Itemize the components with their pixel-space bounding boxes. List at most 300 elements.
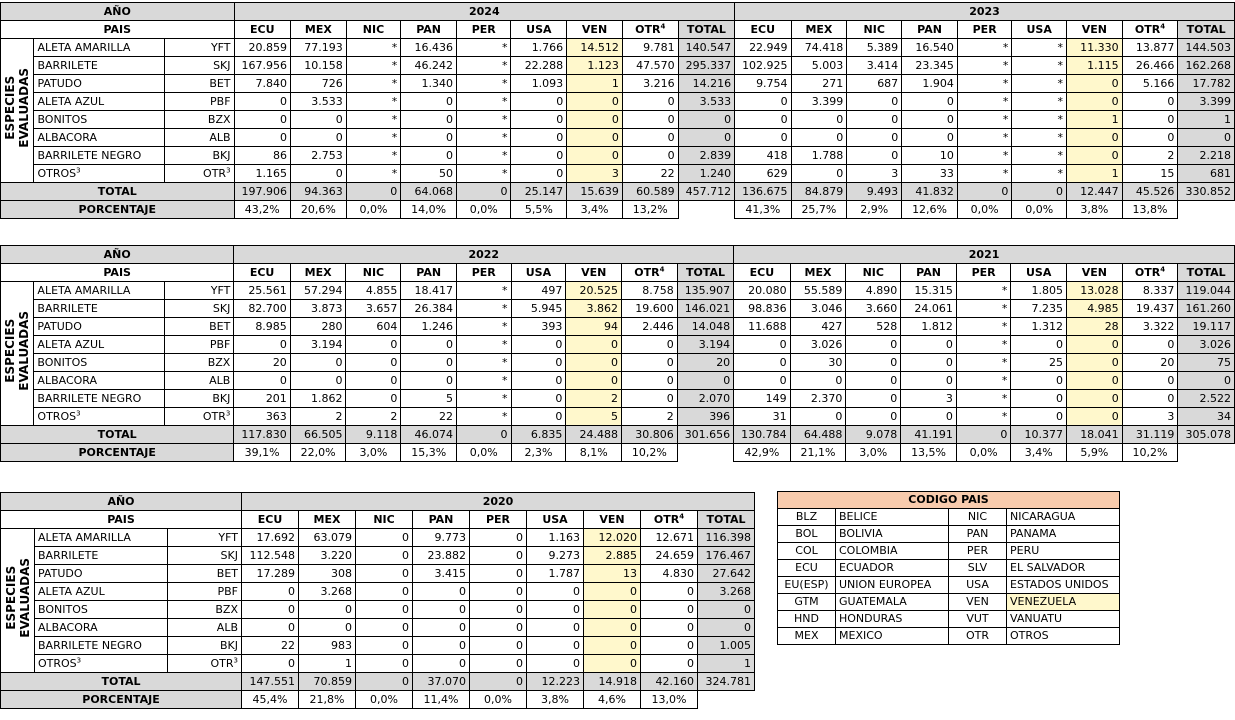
table-row [1,655,755,673]
percent-value: 13,2% [622,201,678,219]
cell-value: 0 [901,336,957,354]
species-code: PBF [168,583,242,601]
total-value: 64.488 [790,426,846,444]
cell-value: 0 [299,619,356,637]
total-value: 37.070 [413,673,470,691]
cell-value: 13.877 [1122,39,1178,57]
country-col-pan: PAN [401,21,457,39]
species-code: BZX [168,601,242,619]
cell-value: 33 [902,165,958,183]
cell-value: 308 [299,565,356,583]
row-total: 116.398 [698,529,755,547]
row-total: 2.522 [1178,390,1235,408]
year-title: 2022 [234,246,734,264]
cell-value: * [957,93,1012,111]
table-row [1,354,1235,372]
cell-value: 5 [566,408,622,426]
cell-value: 0 [846,408,901,426]
country-col-usa: USA [511,21,567,39]
cell-value: 30 [790,354,846,372]
cell-value: 77.193 [291,39,347,57]
table-row [1,93,1235,111]
species-code: OTR$^3$ [164,165,234,183]
species-group-text: ESPECIES EVALUADAS [3,558,32,638]
species-name: PATUDO [35,565,168,583]
cell-value: * [1012,75,1067,93]
cell-value: * [1012,111,1067,129]
cell-value: 0 [622,111,678,129]
cell-value: 0 [1066,129,1122,147]
percent-value: 21,1% [790,444,846,462]
cell-value: 0 [567,111,623,129]
percent-value: 11,4% [413,691,470,709]
cell-value: 12.671 [641,529,698,547]
country-header-row [1,264,1235,282]
cell-value: 63.079 [299,529,356,547]
table-row [1,390,1235,408]
species-name: ALETA AZUL [34,336,164,354]
legend-code: SLV [949,560,1007,577]
cell-value: 3 [847,165,902,183]
cell-value: 0 [846,354,901,372]
cell-value: * [956,372,1010,390]
cell-value: 0 [847,147,902,165]
cell-value: 0 [527,601,584,619]
country-header-row [1,511,755,529]
table-row [1,583,755,601]
table-row [1,637,755,655]
cell-value: 0 [401,111,457,129]
footnote-marker: 3 [226,166,231,175]
cell-value: * [456,165,511,183]
cell-value: * [456,57,511,75]
cell-value: 10 [902,147,958,165]
cell-value: 5.389 [847,39,902,57]
cell-value: 47.570 [622,57,678,75]
country-col-usa: USA [511,264,566,282]
cell-value: 19.437 [1122,300,1178,318]
cell-value: 3.415 [413,565,470,583]
percent-value: 43,2% [234,201,290,219]
cell-value: 0 [242,601,299,619]
footnote-marker: 4 [1160,22,1166,31]
cell-value: * [346,129,401,147]
cell-value: 22.288 [511,57,567,75]
cell-value: * [957,111,1012,129]
cell-value: 1.812 [901,318,957,336]
empty-cell [1178,444,1235,462]
legend-code: EU(ESP) [778,577,836,594]
total-value: 9.118 [346,426,401,444]
cell-value: * [956,336,1010,354]
cell-value: * [956,354,1010,372]
cell-value: 1.123 [567,57,623,75]
percent-value: 20,6% [291,201,347,219]
percent-value: 3,0% [346,444,401,462]
legend-code: BLZ [778,509,836,526]
cell-value: 20 [1122,354,1178,372]
row-total: 75 [1178,354,1235,372]
cell-value: 9.754 [735,75,791,93]
row-total: 34 [1178,408,1235,426]
cell-value: * [957,147,1012,165]
cell-value: 24.659 [641,547,698,565]
total-value: 0 [957,183,1012,201]
cell-value: 271 [791,75,847,93]
cell-value: 0 [234,111,290,129]
percent-value: 3,0% [846,444,901,462]
cell-value: 9.781 [622,39,678,57]
country-col-otr: OTR$^4$ [622,21,678,39]
cell-value: 149 [734,390,790,408]
species-name: BARRILETE [35,547,168,565]
cell-value: 10.158 [291,57,347,75]
cell-value: 16.436 [401,39,457,57]
cell-value: 1.246 [401,318,457,336]
cell-value: 3.660 [846,300,901,318]
cell-value: 0 [1011,372,1067,390]
percent-value: 0,0% [957,201,1012,219]
cell-value: 0 [566,336,622,354]
cell-value: 3.873 [290,300,346,318]
cell-value: 0 [470,601,527,619]
cell-value: * [346,39,401,57]
cell-value: 17.692 [242,529,299,547]
row-total: 2.839 [678,147,734,165]
country-col-mex: MEX [790,264,846,282]
cell-value: 0 [735,129,791,147]
footnote-marker: 3 [76,409,81,418]
cell-value: 1.115 [1066,57,1122,75]
cell-value: 5 [401,390,457,408]
cell-value: 0 [1066,75,1122,93]
cell-value: 0 [356,655,413,673]
table-row [1,111,1235,129]
cell-value: * [956,390,1010,408]
cell-value: 3.414 [847,57,902,75]
year-title: 2021 [734,246,1235,264]
cell-value: 726 [291,75,347,93]
species-code: BZX [164,354,233,372]
legend-row [778,526,1120,543]
species-group-text: ESPECIES EVALUADAS [3,68,32,148]
cell-value: 0 [1067,390,1123,408]
cell-value: 0 [356,547,413,565]
legend-row [778,611,1120,628]
year-title: 2020 [242,493,755,511]
percent-value: 10,2% [622,444,678,462]
row-total: 0 [1178,372,1235,390]
percent-row [1,691,755,709]
total-value: 457.712 [678,183,734,201]
cell-value: 0 [567,129,623,147]
cell-value: 0 [511,408,566,426]
empty-cell [677,444,733,462]
cell-value: 0 [511,354,566,372]
cell-value: 983 [299,637,356,655]
percent-value: 0,0% [1012,201,1067,219]
legend-code: HND [778,611,836,628]
percent-value: 3,4% [1011,444,1067,462]
legend-code: COL [778,543,836,560]
species-group-label [1,282,34,426]
legend-country: NICARAGUA [1007,509,1120,526]
cell-value: 0 [401,336,457,354]
cell-value: * [457,408,511,426]
country-col-pan: PAN [413,511,470,529]
cell-value: 5.945 [511,300,566,318]
total-value: 305.078 [1178,426,1235,444]
total-col-header: TOTAL [677,264,733,282]
species-name: ALETA AZUL [34,93,165,111]
cell-value: * [456,75,511,93]
country-col-ven: VEN [1066,21,1122,39]
country-col-usa: USA [527,511,584,529]
cell-value: 19.600 [622,300,678,318]
row-total: 3.194 [677,336,733,354]
country-col-nic: NIC [346,264,401,282]
total-value: 0 [456,183,511,201]
percent-value: 22,0% [290,444,346,462]
cell-value: 0 [790,372,846,390]
cell-value: * [346,93,401,111]
total-value: 14.918 [584,673,641,691]
percent-value: 25,7% [791,201,847,219]
cell-value: 98.836 [734,300,790,318]
cell-value: * [456,129,511,147]
year-label: AÑO [1,246,234,264]
species-code: BET [164,318,233,336]
total-value: 0 [956,426,1010,444]
cell-value: * [457,336,511,354]
country-label: PAIS [1,264,234,282]
species-name: BONITOS [35,601,168,619]
cell-value: 2 [622,408,678,426]
cell-value: 3.657 [346,300,401,318]
percent-value: 39,1% [234,444,290,462]
cell-value: 28 [1067,318,1123,336]
cell-value: 0 [413,637,470,655]
cell-value: 3.216 [622,75,678,93]
cell-value: 0 [413,619,470,637]
country-col-ven: VEN [566,264,622,282]
row-total: 144.503 [1178,39,1235,57]
percent-value: 5,5% [511,201,567,219]
cell-value: 0 [734,372,790,390]
cell-value: * [346,57,401,75]
cell-value: * [456,93,511,111]
total-value: 45.526 [1122,183,1178,201]
cell-value: 4.830 [641,565,698,583]
footnote-marker: 3 [233,656,238,665]
cell-value: 0 [356,637,413,655]
cell-value: 0 [470,655,527,673]
cell-value: 1 [1066,111,1122,129]
species-code: PBF [164,93,234,111]
cell-value: 0 [1122,390,1178,408]
species-code: BZX [164,111,234,129]
cell-value: 2 [566,390,622,408]
cell-value: 0 [622,147,678,165]
cell-value: 8.985 [234,318,290,336]
cell-value: 0 [356,583,413,601]
year-header-row [1,3,1235,21]
cell-value: 0 [242,619,299,637]
percent-value: 13,0% [641,691,698,709]
cell-value: * [1012,129,1067,147]
percent-value: 41,3% [735,201,791,219]
cell-value: 0 [346,336,401,354]
cell-value: 2 [290,408,346,426]
cell-value: 0 [1067,336,1123,354]
cell-value: 8.758 [622,282,678,300]
cell-value: 0 [470,529,527,547]
cell-value: 17.289 [242,565,299,583]
total-value: 130.784 [734,426,790,444]
percent-value: 3,8% [1066,201,1122,219]
species-code: YFT [164,282,233,300]
species-code: YFT [168,529,242,547]
cell-value: * [1012,57,1067,75]
percent-value: 42,9% [734,444,790,462]
cell-value: 3.862 [566,300,622,318]
species-name: BARRILETE [34,300,164,318]
cell-value: 0 [346,354,401,372]
species-name: OTROS$^3$ [35,655,168,673]
total-value: 10.377 [1011,426,1067,444]
legend-country: GUATEMALA [836,594,949,611]
table-row [1,75,1235,93]
row-total: 1 [698,655,755,673]
cell-value: 1 [567,75,623,93]
year-header-row [1,493,755,511]
cell-value: 528 [846,318,901,336]
row-total: 27.642 [698,565,755,583]
cell-value: 20.080 [734,282,790,300]
cell-value: 0 [641,601,698,619]
cell-value: 0 [902,111,958,129]
cell-value: 25 [1011,354,1067,372]
cell-value: 0 [470,583,527,601]
species-code: YFT [164,39,234,57]
legend-country: MEXICO [836,628,949,645]
legend-code: GTM [778,594,836,611]
country-col-mex: MEX [791,21,847,39]
cell-value: 0 [470,547,527,565]
total-value: 66.505 [290,426,346,444]
cell-value: 0 [234,336,290,354]
species-name: BONITOS [34,111,165,129]
cell-value: 0 [584,655,641,673]
cell-value: 5.003 [791,57,847,75]
row-total: 2.218 [1178,147,1235,165]
total-value: 15.639 [567,183,623,201]
row-total: 162.268 [1178,57,1235,75]
legend-code: VEN [949,594,1007,611]
cell-value: 102.925 [735,57,791,75]
country-col-nic: NIC [356,511,413,529]
cell-value: 13.028 [1067,282,1123,300]
country-col-per: PER [957,21,1012,39]
cell-value: 0 [234,93,290,111]
legend-code: PER [949,543,1007,560]
row-total: 14.216 [678,75,734,93]
country-col-otr: OTR$^4$ [1122,21,1178,39]
legend-row [778,594,1120,611]
total-value: 0 [356,673,413,691]
cell-value: 22 [622,165,678,183]
row-total: 0 [1178,129,1235,147]
cell-value: 427 [790,318,846,336]
total-value: 117.830 [234,426,290,444]
country-label: PAIS [1,511,242,529]
species-name: ALETA AMARILLA [35,529,168,547]
cell-value: 0 [735,93,791,111]
species-name: BARRILETE NEGRO [34,390,164,408]
row-total: 3.533 [678,93,734,111]
total-value: 0 [1012,183,1067,201]
cell-value: 280 [290,318,346,336]
cell-value: 363 [234,408,290,426]
cell-value: 1.787 [527,565,584,583]
species-code: ALB [164,372,233,390]
footnote-marker: 4 [660,22,666,31]
cell-value: 629 [735,165,791,183]
country-col-ven: VEN [567,21,623,39]
cell-value: 0 [641,655,698,673]
species-code: SKJ [164,300,233,318]
footnote-marker: 3 [76,656,82,665]
table-row [1,529,755,547]
species-code: PBF [164,336,233,354]
cell-value: 0 [470,619,527,637]
country-col-mex: MEX [290,264,346,282]
legend-country: PERU [1007,543,1120,560]
legend-country: COLOMBIA [836,543,949,560]
row-total: 20 [677,354,733,372]
legend-country: VANUATU [1007,611,1120,628]
cell-value: * [346,165,401,183]
row-total: 3.026 [1178,336,1235,354]
total-row [1,183,1235,201]
cell-value: 393 [511,318,566,336]
cell-value: 0 [901,408,957,426]
cell-value: 23.345 [902,57,958,75]
cell-value: 15.315 [901,282,957,300]
species-code: BKJ [164,147,234,165]
country-header-row [1,21,1235,39]
cell-value: 20 [234,354,290,372]
cell-value: * [956,318,1010,336]
cell-value: * [346,75,401,93]
legend-country: HONDURAS [836,611,949,628]
percent-label: PORCENTAJE [1,691,242,709]
footnote-marker: 3 [225,409,231,418]
total-value: 25.147 [511,183,567,201]
cell-value: 0 [413,601,470,619]
cell-value: 57.294 [290,282,346,300]
cell-value: 3 [1122,408,1178,426]
cell-value: 0 [511,147,567,165]
cell-value: 112.548 [242,547,299,565]
cell-value: 3.322 [1122,318,1178,336]
percent-value: 21,8% [299,691,356,709]
cell-value: 0 [511,372,566,390]
species-name: BARRILETE NEGRO [35,637,168,655]
cell-value: 0 [584,619,641,637]
cell-value: 25.561 [234,282,290,300]
total-value: 60.589 [622,183,678,201]
